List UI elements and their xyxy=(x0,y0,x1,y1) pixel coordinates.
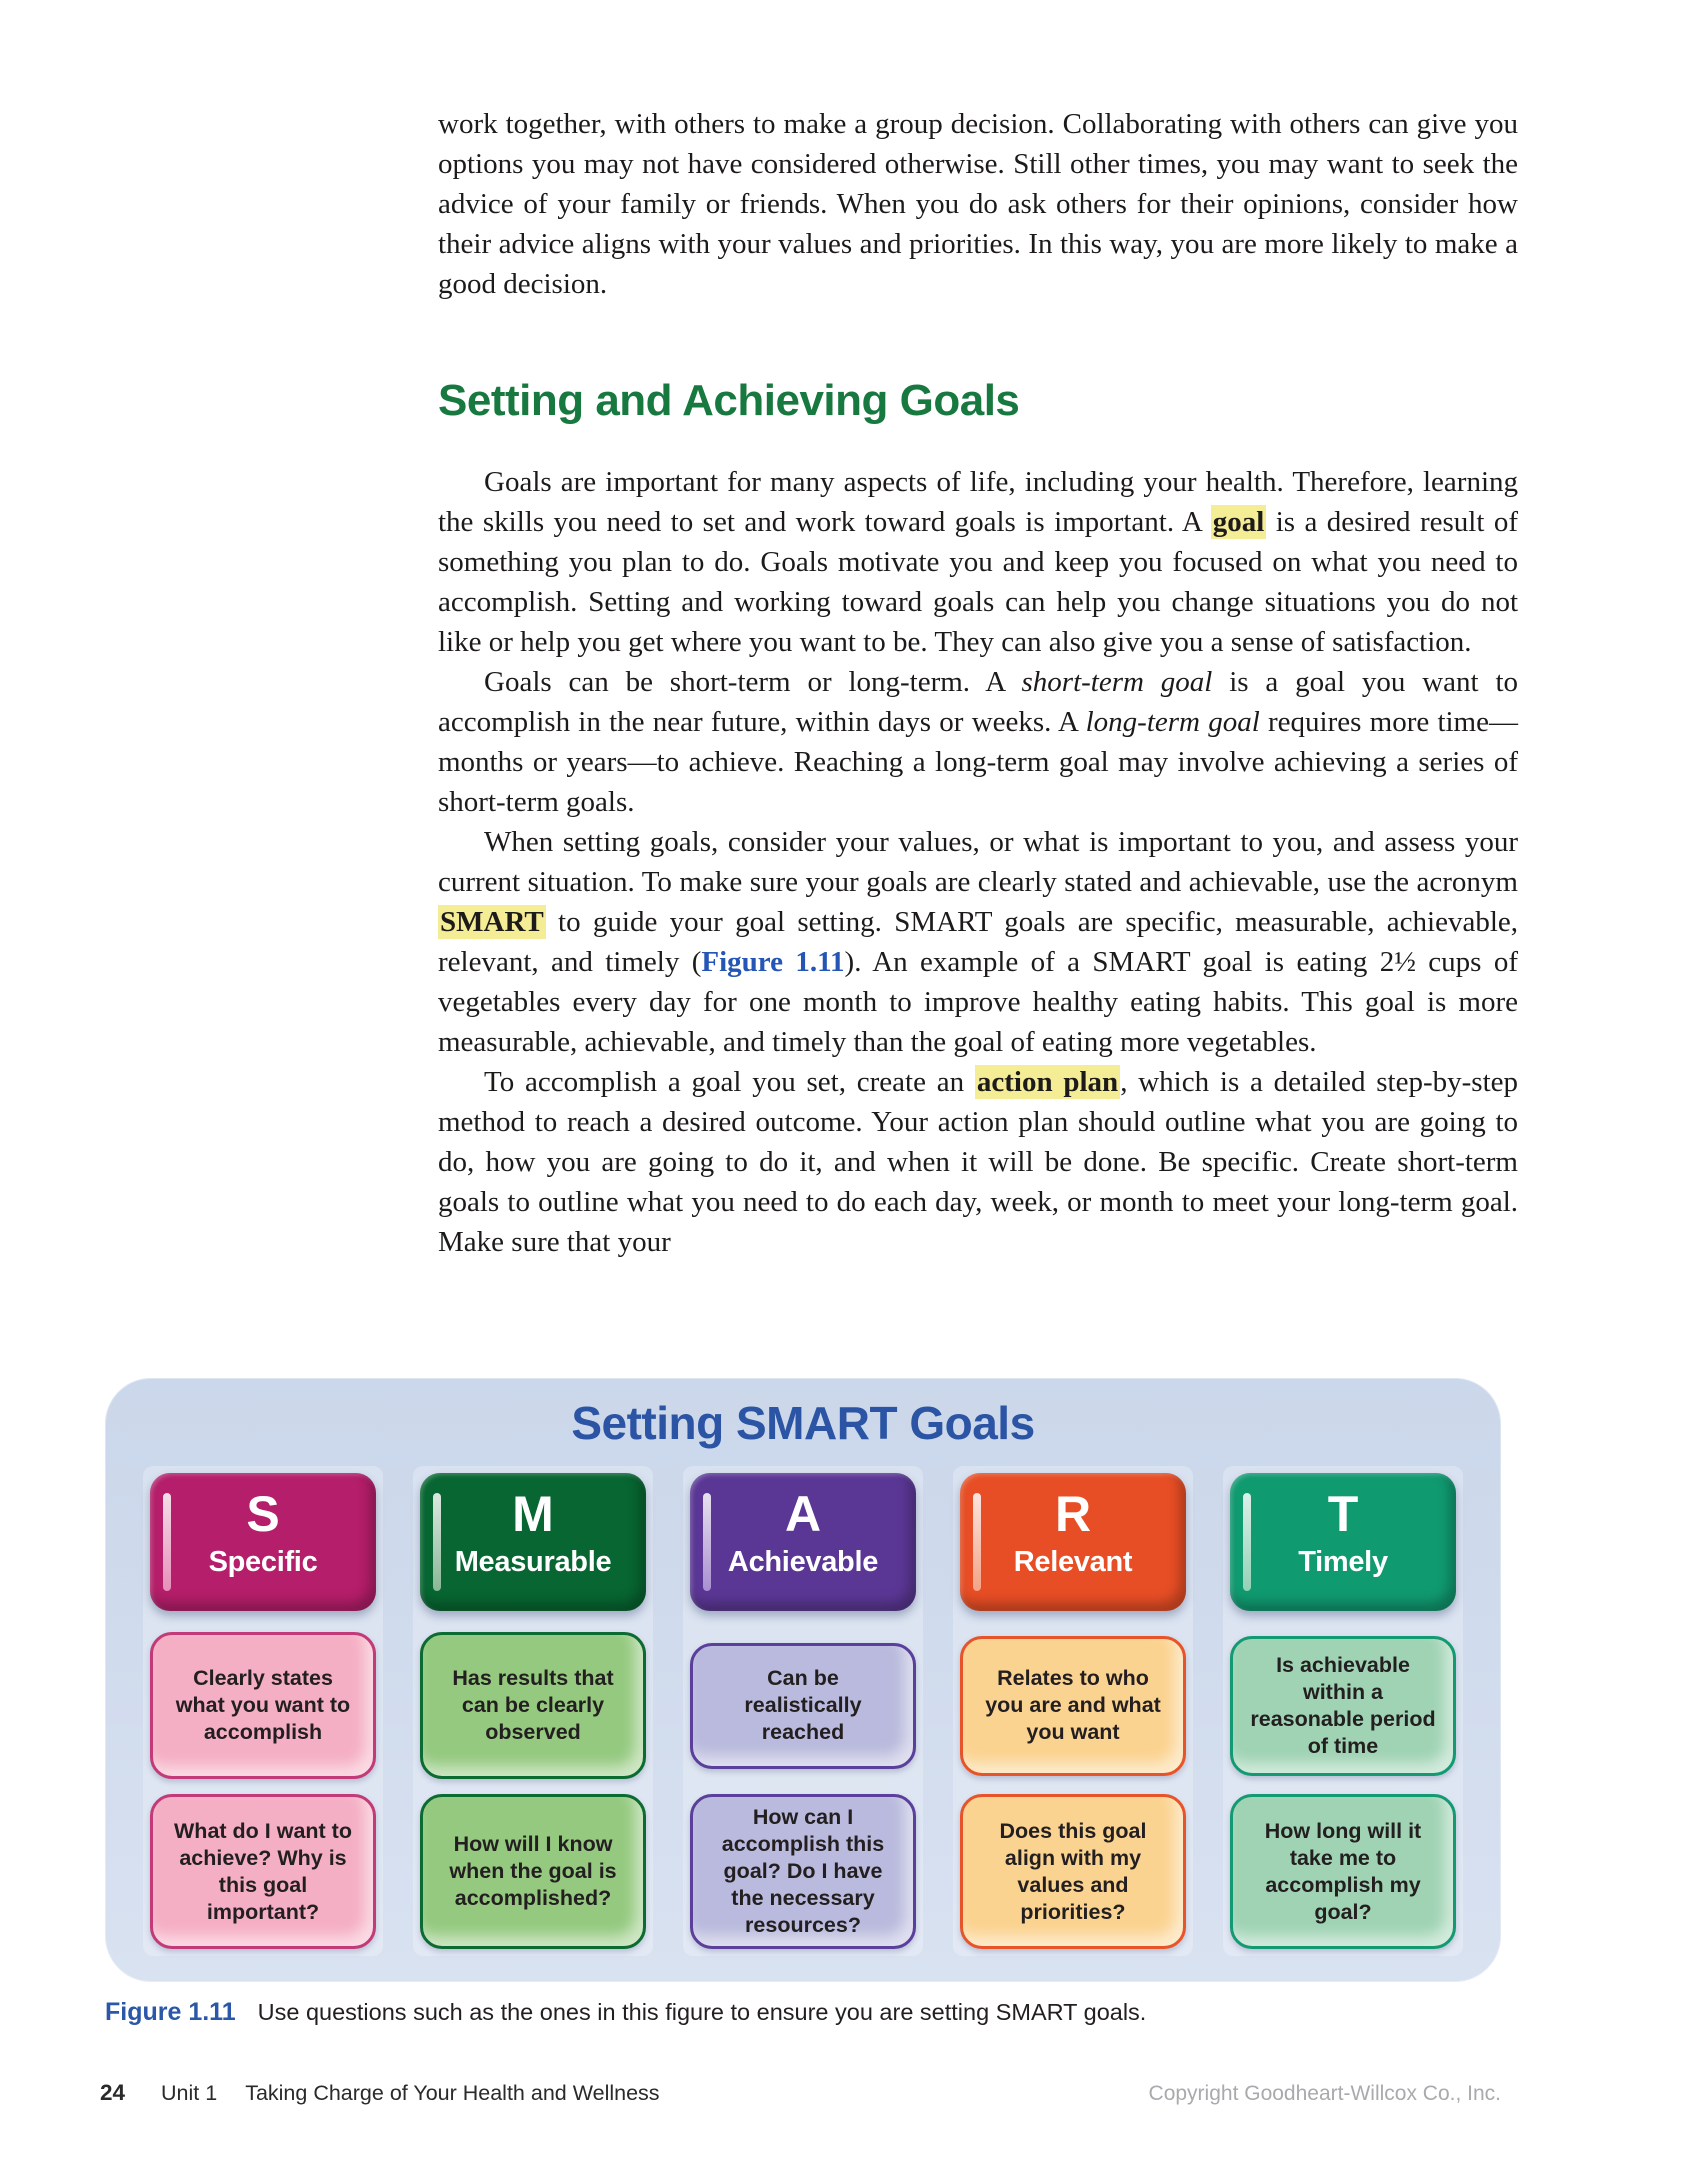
column-letter: S xyxy=(246,1486,280,1542)
column-header-relevant xyxy=(960,1473,1186,1611)
body-text-segment: When setting goals, consider your values, or what is important to you, and assess your current situation. To make sure your goals are clearly stated and achievable, use the acronym xyxy=(438,826,1518,898)
body-text-segment: requires more time—months or years—to achieve. Reaching a long-term goal may involve achieving a series of short-term goals. xyxy=(438,706,1518,818)
column-letter: A xyxy=(784,1486,822,1542)
body-text-segment: Goals are important for many aspects of life, including your health. Therefore, learning the skills you need to set and work toward goals is important. A xyxy=(438,466,1518,538)
smart-column-measurable xyxy=(413,1466,653,1956)
body-text-segment: is a desired result of something you plan to do. Goals motivate you and keep you focused on what you need to accomplish. Setting and working toward goals can help you change situations you do not like or help you get where you want to be. They can also give you a sense of satisfaction. xyxy=(438,506,1519,658)
question-box-timely: How long will it take me to accomplish my goal? xyxy=(1230,1794,1456,1949)
body-text-segment: is a goal you want to accomplish in the near future, within days or weeks. A xyxy=(438,666,1519,738)
section-body xyxy=(438,462,1518,1262)
column-word: Timely xyxy=(1298,1546,1388,1578)
footer-copyright: Copyright Goodheart-Willcox Co., Inc. xyxy=(1148,2082,1501,2105)
body-text-segment: , which is a detailed step-by-step method to reach a desired outcome. Your action plan should outline what you are going to do, how you are going to do it, and when it will be done. Be specific. Create short-term goals to outline what you need to do each day, week, or month to meet your long-term goal. Make sure that your xyxy=(438,1066,1518,1258)
smart-columns xyxy=(143,1466,1463,1956)
definition-box-measurable: Has results that can be clearly observed xyxy=(420,1632,646,1779)
smart-goals-figure xyxy=(105,1378,1501,1982)
column-letter: R xyxy=(1054,1486,1092,1542)
smart-column-relevant xyxy=(953,1466,1193,1956)
paragraph-action-plan xyxy=(438,1062,1518,1262)
footer-unit-label: Unit 1 xyxy=(161,2081,218,2105)
figure-reference-link: Figure 1.11 xyxy=(701,946,845,978)
smart-column-timely xyxy=(1223,1466,1463,1956)
figure-caption xyxy=(105,1998,1505,2027)
header-accent-bar xyxy=(703,1493,711,1591)
header-accent-bar xyxy=(973,1493,981,1591)
section-heading: Setting and Achieving Goals xyxy=(438,376,1020,425)
column-word: Achievable xyxy=(727,1546,879,1578)
question-box-specific: What do I want to achieve? Why is this goal important? xyxy=(150,1794,376,1949)
column-word: Measurable xyxy=(454,1546,612,1578)
header-accent-bar xyxy=(433,1493,441,1591)
definition-box-achievable: Can be realistically reached xyxy=(690,1643,916,1769)
header-accent-bar xyxy=(1243,1493,1251,1591)
body-text-segment: To accomplish a goal you set, create an xyxy=(484,1066,975,1098)
italic-term-short-term-goal: short-term goal xyxy=(1021,666,1213,698)
italic-term-long-term-goal: long-term goal xyxy=(1085,706,1260,738)
page-footer xyxy=(100,2080,1501,2106)
highlight-term-goal: goal xyxy=(1212,506,1265,538)
page-number: 24 xyxy=(100,2080,126,2105)
figure-caption-label: Figure 1.11 xyxy=(105,1998,236,2026)
question-box-measurable: How will I know when the goal is accomplished? xyxy=(420,1794,646,1949)
question-box-achievable: How can I accomplish this goal? Do I have the necessary resources? xyxy=(690,1794,916,1949)
smart-column-specific xyxy=(143,1466,383,1956)
paragraph-smart-acronym xyxy=(438,822,1518,1062)
definition-box-relevant: Relates to who you are and what you want xyxy=(960,1636,1186,1776)
column-header-achievable xyxy=(690,1473,916,1611)
column-letter: M xyxy=(512,1486,554,1542)
figure-caption-text: Use questions such as the ones in this figure to ensure you are setting SMART goals. xyxy=(257,1999,1147,2025)
column-header-timely xyxy=(1230,1473,1456,1611)
column-header-specific xyxy=(150,1473,376,1611)
paragraph-goals-important xyxy=(438,462,1518,662)
highlight-term-smart: SMART xyxy=(440,906,544,938)
body-text-segment: to guide your goal setting. SMART goals are specific, measurable, achievable, relevant, and timely ( xyxy=(438,906,1518,978)
definition-box-specific: Clearly states what you want to accomplish xyxy=(150,1632,376,1779)
footer-unit-title: Taking Charge of Your Health and Wellness xyxy=(245,2081,660,2105)
header-accent-bar xyxy=(163,1493,171,1591)
column-word: Relevant xyxy=(1013,1546,1133,1578)
question-box-relevant: Does this goal align with my values and priorities? xyxy=(960,1794,1186,1949)
highlight-term-action-plan: action plan xyxy=(976,1066,1119,1098)
paragraph-short-long-term xyxy=(438,662,1518,822)
column-word: Specific xyxy=(208,1546,318,1578)
body-text-segment: Goals can be short-term or long-term. A xyxy=(484,666,1022,698)
column-letter: T xyxy=(1327,1486,1359,1542)
body-text-segment: ). An example of a SMART goal is eating 2½ cups of vegetables every day for one month to improve healthy eating habits. This goal is more measurable, achievable, and timely than the goal of eating more vegetables. xyxy=(438,946,1518,1058)
smart-column-achievable xyxy=(683,1466,923,1956)
intro-paragraph: work together, with others to make a group decision. Collaborating with others can give you options you may not have considered otherwise. Still other times, you may want to seek the advice of your family or friends. When you do ask others for their opinions, consider how their advice aligns with your values and priorities. In this way, you are more likely to make a good decision. xyxy=(438,108,1518,300)
figure-title: Setting SMART Goals xyxy=(571,1397,1035,1449)
column-header-measurable xyxy=(420,1473,646,1611)
definition-box-timely: Is achievable within a reasonable period of time xyxy=(1230,1636,1456,1776)
